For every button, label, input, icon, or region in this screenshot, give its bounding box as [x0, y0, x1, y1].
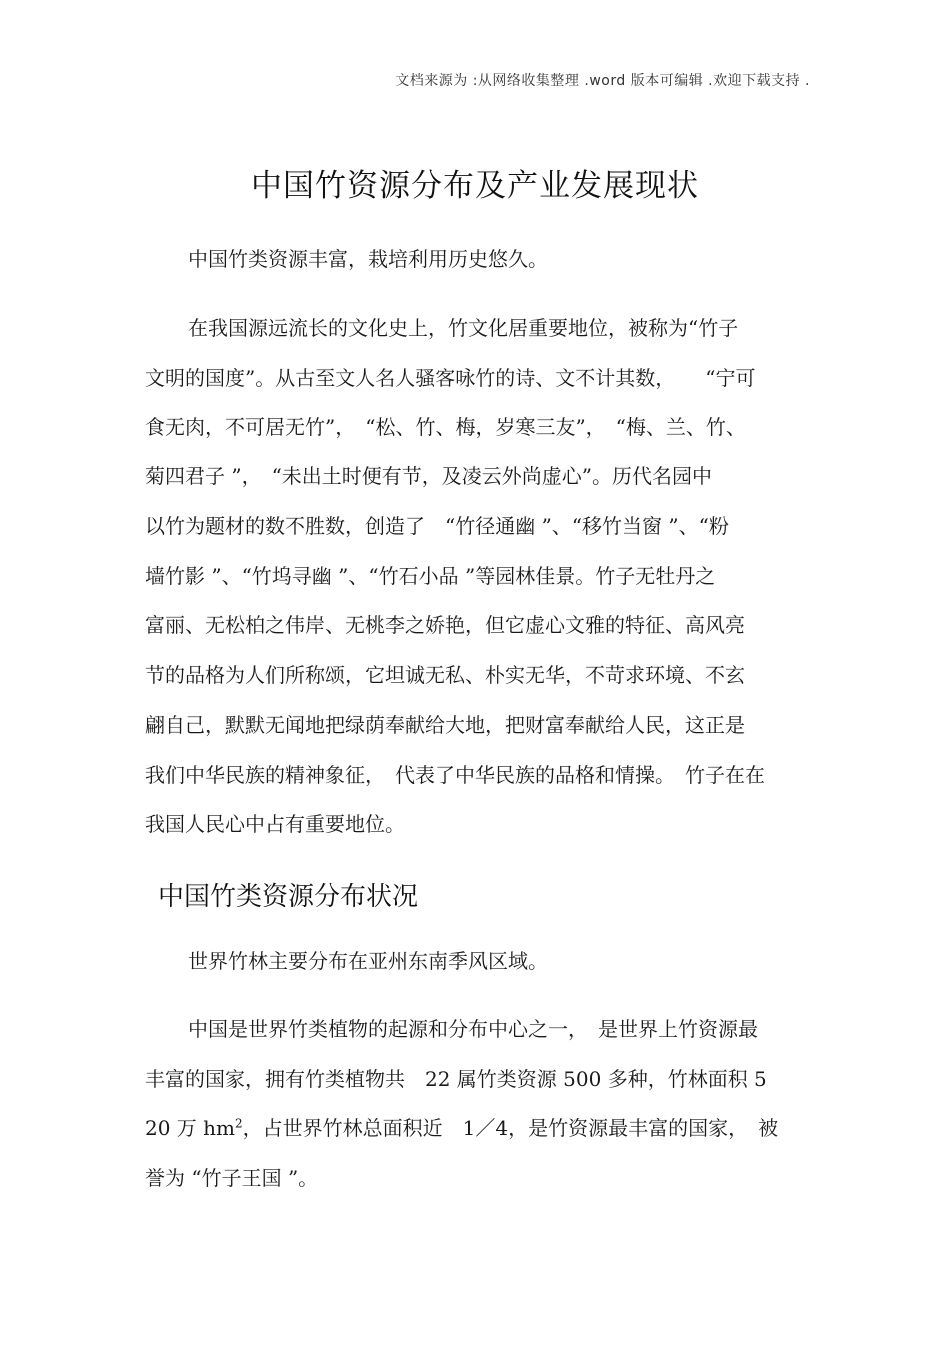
paragraph-line: 誉为 “竹子王国 ”。	[145, 1166, 319, 1190]
paragraph-line: 在我国源远流长的文化史上，竹文化居重要地位，被称为“竹子	[188, 316, 739, 340]
paragraph-line: 菊四君子 ”， “未出土时便有节，及凌云外尚虚心”。历代名园中	[145, 464, 713, 488]
paragraph-line: 食无肉，不可居无竹”， “松、竹、梅，岁寒三友”， “梅、兰、竹、	[145, 415, 746, 439]
paragraph-line: 中国是世界竹类植物的起源和分布中心之一， 是世界上竹资源最	[188, 1017, 758, 1041]
paragraph-line: 我国人民心中占有重要地位。	[145, 812, 405, 836]
paragraph-line-rest: ，占世界竹林总面积近 1／4，是竹资源最丰富的国家， 被	[242, 1116, 779, 1140]
section-heading: 中国竹类资源分布状况	[158, 882, 419, 912]
area-unit-superscript: 2	[235, 1116, 243, 1131]
header-source-note: 文档来源为 :从网络收集整理 .word 版本可编辑 .欢迎下载支持 .	[395, 73, 810, 89]
paragraph-line: 文明的国度”。从古至文人名人骚客咏竹的诗、文不计其数， “宁可	[145, 366, 756, 390]
paragraph-line	[145, 1112, 778, 1141]
paragraph-line: 我们中华民族的精神象征， 代表了中华民族的品格和情操。 竹子在在	[145, 763, 765, 787]
paragraph-line: 节的品格为人们所称颂，它坦诚无私、朴实无华，不苛求环境、不玄	[145, 663, 745, 687]
area-value-text: 20 万 hm	[145, 1116, 236, 1140]
world-distribution-sentence: 世界竹林主要分布在亚州东南季风区域。	[188, 949, 548, 973]
paragraph-line: 翩自己，默默无闻地把绿荫奉献给大地，把财富奉献给人民，这正是	[145, 713, 745, 737]
paragraph-line: 丰富的国家，拥有竹类植物共 22 属竹类资源 500 多种，竹林面积 5	[145, 1067, 767, 1091]
paragraph-line: 墙竹影 ”、“竹坞寻幽 ”、“竹石小品 ”等园林佳景。竹子无牡丹之	[145, 564, 716, 588]
intro-sentence: 中国竹类资源丰富，栽培利用历史悠久。	[188, 247, 548, 271]
document-title: 中国竹资源分布及产业发展现状	[251, 168, 699, 204]
paragraph-line: 富丽、无松柏之伟岸、无桃李之娇艳，但它虚心文雅的特征、高风亮	[145, 613, 745, 637]
paragraph-line: 以竹为题材的数不胜数，创造了 “竹径通幽 ”、“移竹当窗 ”、“粉	[145, 514, 729, 538]
